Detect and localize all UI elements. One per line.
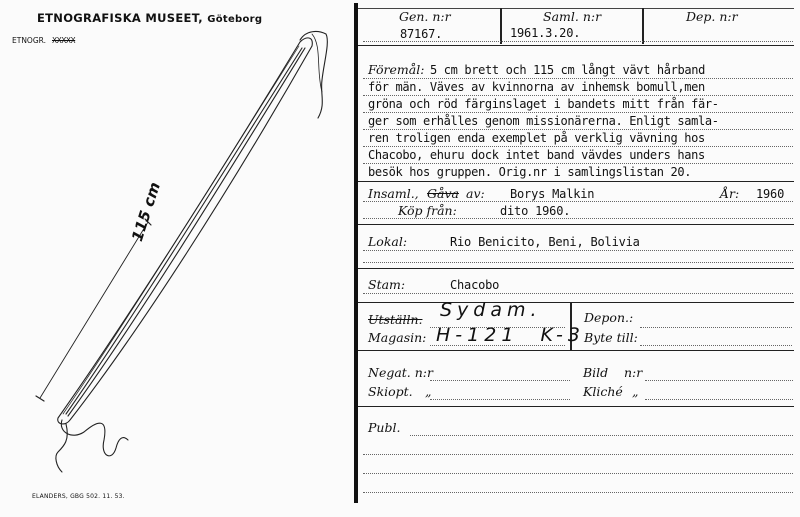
skiopt-label: Skiopt.	[368, 384, 413, 399]
kliche-ditto: „	[632, 384, 639, 399]
depon-label: Depon.:	[584, 310, 634, 325]
publ-dotline-4	[363, 492, 793, 493]
photo-dotline-2	[645, 380, 793, 381]
storage-dotline-3	[640, 327, 792, 328]
col-divider-1	[500, 8, 502, 44]
rule-5	[358, 302, 794, 303]
kliche-label: Kliché	[583, 384, 623, 399]
saml-value: 1961.3.20.	[510, 26, 581, 40]
dep-label: Dep. n:r	[686, 9, 738, 24]
ar-value: 1960	[756, 187, 785, 201]
desc-line-4: ger som erhålles genom missionärerna. Enligt samla-	[368, 114, 719, 128]
byte-label: Byte till:	[584, 330, 638, 345]
storage-dotline-1	[430, 327, 565, 328]
stam-label: Stam:	[368, 277, 406, 292]
publ-dotline-3	[363, 473, 793, 474]
lokal-value: Rio Benicito, Beni, Bolivia	[450, 235, 640, 249]
rule-3	[358, 224, 794, 225]
desc-line-6: Chacobo, ehuru dock intet band vävdes unders hans	[368, 148, 705, 162]
publ-label: Publ.	[368, 420, 401, 435]
lokal-dotline-1	[363, 250, 793, 251]
rule-2	[358, 181, 794, 182]
desc-line-7: besök hos gruppen. Orig.nr i samlingslistan 20.	[368, 165, 692, 179]
kop-value: dito 1960.	[500, 204, 571, 218]
acq-dotline-1	[363, 201, 793, 202]
desc-line-2: för män. Väves av kvinnorna av inhemsk bomull,men	[368, 80, 705, 94]
etnogr-struck: XXXXX	[51, 36, 76, 45]
acq-dotline-2	[363, 218, 793, 219]
gava-struck: Gåva	[427, 186, 459, 201]
gen-value: 87167.	[400, 27, 443, 41]
kop-label: Köp från:	[398, 203, 457, 218]
magasin-value: H-121 K-3	[436, 324, 585, 346]
desc-line-5: ren troligen enda exemplet på verklig vävning hos	[368, 131, 705, 145]
lokal-dotline-2	[363, 262, 793, 263]
museum-city: Göteborg	[207, 14, 263, 25]
magasin-label: Magasin:	[368, 330, 427, 345]
printer-imprint: ELANDERS, GBG 502. 11. 53.	[32, 493, 125, 500]
rule-1	[358, 45, 794, 46]
hairband-sketch	[0, 0, 354, 517]
insaml-value: Borys Malkin	[510, 187, 595, 201]
desc-dotline-3	[363, 112, 793, 113]
utstalln-value: Sydam.	[440, 299, 542, 321]
stam-value: Chacobo	[450, 278, 500, 292]
desc-dotline-2	[363, 95, 793, 96]
desc-line-1: 5 cm brett och 115 cm långt vävt hårband	[430, 63, 705, 77]
card-divider	[354, 3, 358, 503]
storage-dotline-4	[640, 345, 792, 346]
photo-dotline-1	[430, 380, 570, 381]
rule-4	[358, 268, 794, 269]
av-label: av:	[466, 186, 485, 201]
storage-dotline-2	[430, 345, 565, 346]
bild-nr: n:r	[624, 365, 643, 380]
publ-dotline-2	[363, 454, 793, 455]
museum-name: ETNOGRAFISKA MUSEET,	[37, 11, 203, 25]
publ-dotline-1	[410, 435, 793, 436]
saml-label: Saml. n:r	[543, 9, 602, 24]
stam-dotline	[363, 293, 793, 294]
utstalln-label: Utställn.	[368, 312, 423, 327]
lokal-label: Lokal:	[368, 234, 408, 249]
col-divider-2	[642, 8, 644, 44]
length-note: 115 cm	[128, 179, 164, 244]
etnogr-label: ETNOGR.	[12, 36, 46, 45]
rule-7	[358, 406, 794, 407]
desc-dotline-1	[363, 78, 793, 79]
ar-label: År:	[720, 186, 740, 201]
desc-line-3: gröna och röd färginslaget i bandets mitt från fär-	[368, 97, 719, 111]
desc-dotline-4	[363, 129, 793, 130]
desc-dotline-6	[363, 163, 793, 164]
number-dotline	[363, 41, 793, 42]
insaml-label: Insaml.,	[368, 186, 419, 201]
bild-label: Bild	[583, 365, 609, 380]
negat-label: Negat. n:r	[368, 365, 433, 380]
gen-label: Gen. n:r	[399, 9, 451, 24]
photo-dotline-3	[430, 399, 570, 400]
photo-dotline-4	[645, 399, 793, 400]
foremal-label: Föremål:	[368, 62, 425, 77]
skiopt-ditto: „	[425, 384, 432, 399]
rule-6	[358, 350, 794, 351]
desc-dotline-5	[363, 146, 793, 147]
